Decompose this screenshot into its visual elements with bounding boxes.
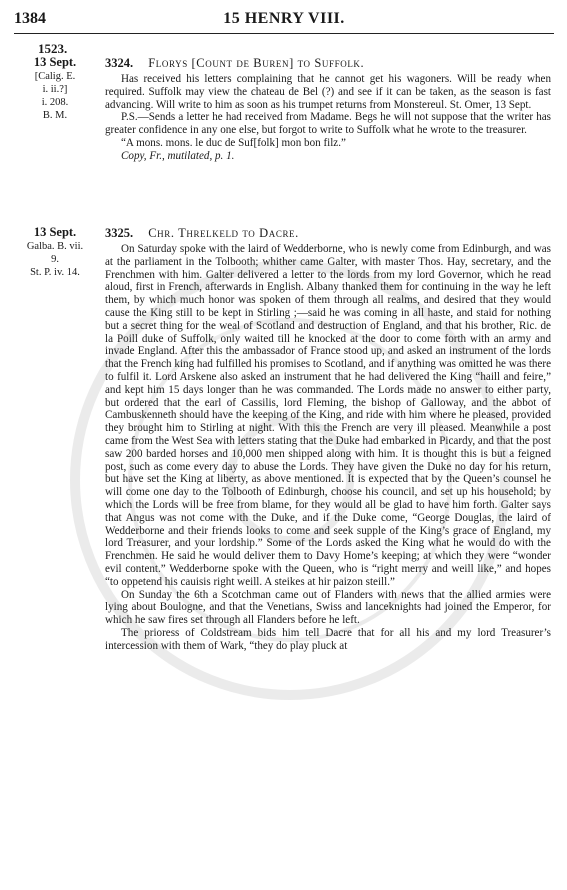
entry-margin-note [14,54,96,122]
calendar-entry [105,225,551,653]
entry-number: 3325. [105,226,134,240]
manuscript-reference: 9. [51,254,59,265]
entry-paragraph: The prioress of Coldstream bids him tell Dacre that for all his and my lord Treasurer’s intercession with them of Wark, “they do play pluck at [105,626,551,652]
entry-title: Florys [Count de Buren] to Suffolk. [148,56,365,70]
entry-heading [105,225,551,241]
entry-address: “A mons. mons. le duc de Suf[folk] mon bon filz.” [121,136,346,149]
entry-margin-note [14,224,96,279]
entry-date: 13 Sept. [33,225,77,239]
year-label: 1523. [38,41,68,56]
manuscript-reference: Galba. B. vii. [26,241,84,252]
entry-title: Chr. Threlkeld to Dacre. [148,226,299,240]
manuscript-reference: [Calig. E. [34,71,76,82]
manuscript-reference: B. M. [42,110,68,121]
entry-heading [105,55,551,71]
entry-date: 13 Sept. [33,55,77,69]
page-number: 1384 [14,10,46,27]
entry-paragraph: On Saturday spoke with the laird of Wedderborne, who is newly come from Edinburgh, and was at the parliament in the Tolbooth; whither came Galter, with master Thos. Hay, secretary, and the Frenchmen with him. Galter delivered a letter to the lords from my lord Governor, which he read aloud, first in French, afterwards in English. Albany thanked them for continuing in the way he left them, by which much honor was spoken of them through all realms, and desired that they would cause the King still to be kept in Stirling ;—said he was coming in all haste, and staid for nothing but a secret thing for the weal of Scotland and destruction of England, and that his brother, Ric. de la Poill duke of Suffolk, only waited till he knocked at the door to come forth with an army and invade England. After this the ambassador of France stood up, and asked an instrument of the lords that the French king had fulfilled his promises to Scotland, and if anything was omitted he was there to fulfil it. Lord Arskene also asked an instrument that he had delivered the King “haill and feire,” and kept him 15 days longer than he was commanded. The Lords made no answer to either party, but ordered that the earl of Cassilis, lord Fleming, the bishop of Galloway, and the abbot of Cambuskenneth should have the keeping of the King, and ride with him where he pleased, provided they brought him to Stirling at night. With this the French are very ill pleased. Meanwhile a post came from the West Sea with letters stating that the Duke had embarked in Picardy, and that the post saw 200 barded horses and 10,000 men shipped along with him. It is thought this is but a feigned post, such as come every day to abuse the Lords. They have given the Duke no day for his return, but have set the King at liberty, as above mentioned. It is expected that by the Queen’s counsel he will come one day to the Tolbooth of Edinburgh, choose his council, and set up his household; by which the Lords will be free from blame, for they would all be glad to have him forth. Galter says that Angus was not come with the Duke, and if the Duke come, “George Douglas, the laird of Wedderborne and their friends looks to come and seek supple of the King’s grace of England, my lord Treasurer, and your lordship.” Some of the Lords asked the King what he would do with the Frenchmen. He said he would deliver them to Davy Home’s keeping; at which they were “wonder evil content.” Wedderborne spoke with the Queen, who is “right merry and weill like,” and hopes “to oppetend his cauisis right weill. A steikes at hir paizon steill.” [105,243,551,588]
manuscript-reference: i. 208. [41,97,69,108]
page-header [14,8,554,32]
manuscript-reference: i. ii.?] [42,84,68,95]
entry-paragraph: On Sunday the 6th a Scotchman came out of Flanders with news that the allied armies were lying about Boulogne, and that the Venetians, Swiss and lanceknights had joined the Emperor, for which he saw fires set through all Flanders before he left. [105,588,551,627]
entry-paragraph: Has received his letters complaining that he cannot get his wagoners. Will be ready when required. Suffolk may view the chateau de Bel (?) and see if it can be taken, as the season is fast advancing. Will write to him as soon as his trumpet returns from Monstereul. St. Omer, 13 Sept. [105,73,551,111]
entry-number: 3324. [105,56,134,70]
running-title: 15 HENRY VIII. [223,10,345,27]
entry-postscript: P.S.—Sends a letter he had received from Madame. Begs he will not suppose that the writer has greater confidence in any one else, but forgot to write to Suffolk what he wrote to the treasurer. [105,111,551,137]
manuscript-reference: St. P. iv. 14. [30,267,80,278]
entry-source-note: Copy, Fr., mutilated, p. 1. [121,149,235,162]
header-rule [14,33,554,34]
calendar-entry [105,55,551,163]
